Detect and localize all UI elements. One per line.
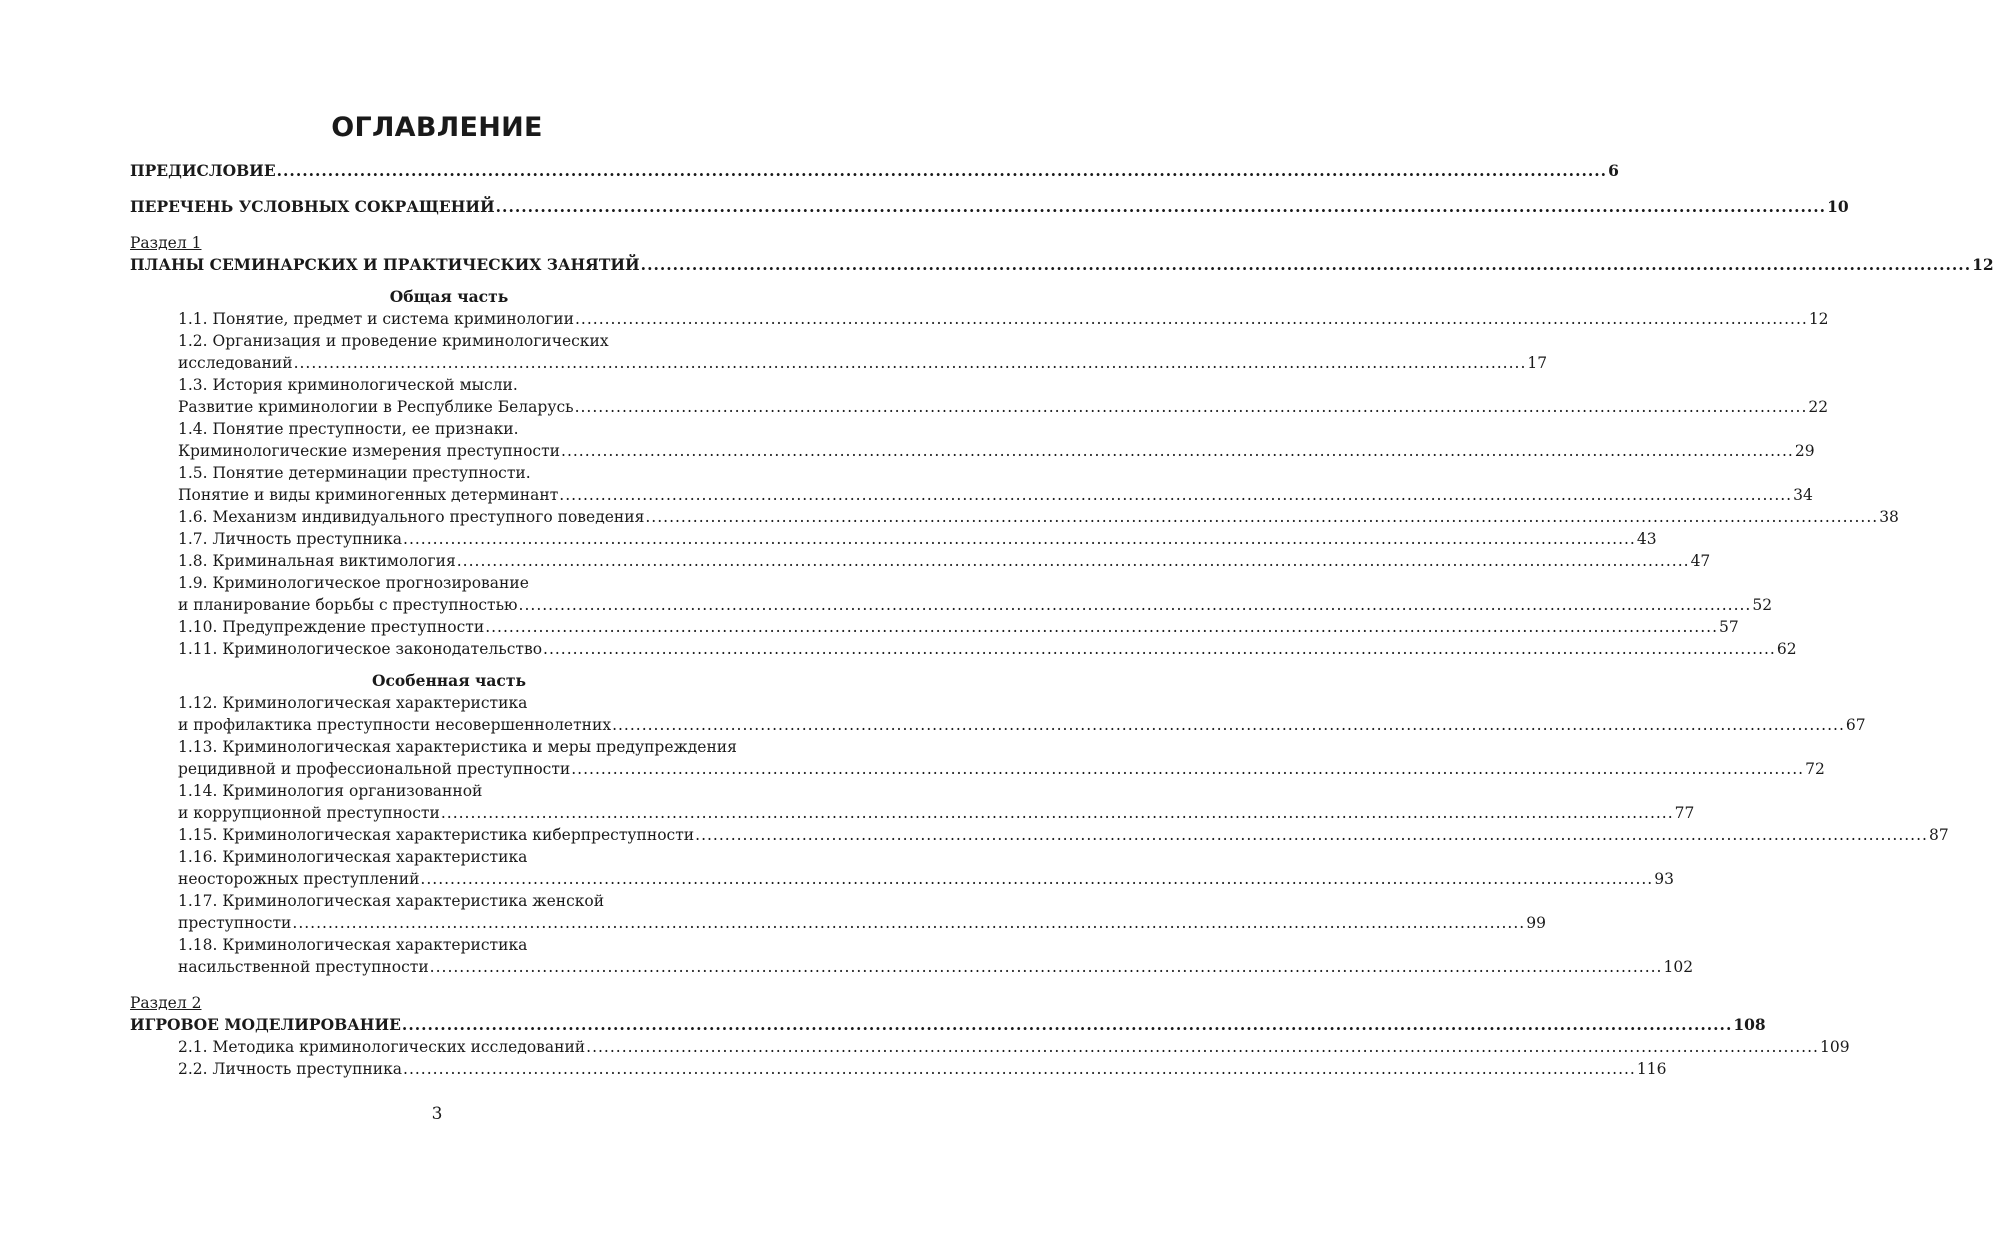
toc-entry[interactable] <box>130 330 1548 374</box>
toc-entry-page: 17 <box>1527 354 1548 372</box>
toc-entry-page: 29 <box>1794 442 1815 460</box>
toc-entry-row <box>130 802 1695 824</box>
toc-entry-page: 67 <box>1845 716 1866 734</box>
dot-leader <box>277 160 1607 182</box>
dot-leader <box>402 1014 1732 1036</box>
toc-entry-row <box>130 1058 1667 1080</box>
toc-entry-row <box>130 758 1825 780</box>
toc-entry[interactable] <box>130 934 1694 978</box>
section2-entries <box>130 1036 1850 1080</box>
toc-entry-page: 93 <box>1654 870 1674 888</box>
toc-entry-title: Криминологические измерения преступности <box>178 442 561 460</box>
toc-entry-title: 1.6. Механизм индивидуального преступного поведения <box>178 508 645 526</box>
toc-entry-title: 1.8. Криминальная виктимология <box>178 552 456 570</box>
section2-title: ИГРОВОЕ МОДЕЛИРОВАНИЕ <box>130 1015 401 1034</box>
dot-leader <box>575 308 1808 330</box>
dot-leader <box>575 396 1808 418</box>
toc-entry-row <box>130 638 1797 660</box>
toc-entry-row <box>130 308 1829 330</box>
toc-entry[interactable] <box>130 550 1711 572</box>
toc-entry[interactable] <box>130 1036 1850 1058</box>
toc-entry-page: 34 <box>1793 486 1813 504</box>
toc-entry-title: 1.10. Предупреждение преступности <box>178 618 485 636</box>
toc-entry-line: 1.13. Криминологическая характеристика и меры предупреждения <box>178 738 737 756</box>
toc-entry[interactable] <box>130 692 1866 736</box>
dot-leader <box>571 758 1804 780</box>
toc-entry-page: 38 <box>1879 508 1899 526</box>
toc-entry-row <box>130 1036 1850 1058</box>
toc-entry-title: и планирование борьбы с преступностью <box>178 596 518 614</box>
special-part-heading: Особенная часть <box>371 671 526 690</box>
toc-entry-title: насильственной преступности <box>178 958 429 976</box>
toc-entry[interactable] <box>130 506 1899 528</box>
toc-entry-row <box>130 714 1866 736</box>
toc-entry[interactable] <box>130 374 1829 418</box>
front-matter <box>130 160 1849 218</box>
toc-entry[interactable] <box>130 638 1797 660</box>
toc-entry-title: 2.1. Методика криминологических исследований <box>178 1038 586 1056</box>
toc-entry-page: 12 <box>1808 310 1829 328</box>
dot-leader <box>292 912 1525 934</box>
dot-leader <box>430 956 1663 978</box>
toc-entry-line: 1.16. Криминологическая характеристика <box>178 848 528 866</box>
toc-entry-row <box>130 506 1899 528</box>
special-part-entries <box>130 692 1949 978</box>
toc-entry-row <box>130 396 1829 418</box>
toc-entry[interactable] <box>130 418 1815 462</box>
toc-entry-page: 22 <box>1808 398 1829 416</box>
toc-entry-page: 47 <box>1690 552 1711 570</box>
toc-entry-title: 1.11. Криминологическое законодательство <box>178 640 543 658</box>
toc-entry-page: 99 <box>1526 914 1546 932</box>
dot-leader <box>695 824 1928 846</box>
toc-entry-title: 1.7. Личность преступника <box>178 530 403 548</box>
toc-entry-line: 1.17. Криминологическая характеристика женской <box>178 892 605 910</box>
toc-entry-page: 43 <box>1636 530 1657 548</box>
front-entry-page: 10 <box>1827 197 1849 216</box>
toc-entry-row <box>130 528 1657 550</box>
toc-entry[interactable] <box>130 736 1825 780</box>
toc-entry[interactable] <box>130 308 1829 330</box>
front-entry-title: ПЕРЕЧЕНЬ УСЛОВНЫХ СОКРАЩЕНИЙ <box>130 197 495 216</box>
front-entry-page: 6 <box>1608 161 1619 180</box>
toc-entry-row <box>130 956 1694 978</box>
toc-entry-row <box>130 868 1674 890</box>
section2-title-row[interactable] <box>130 1014 1766 1036</box>
toc-entry-page: 57 <box>1719 618 1739 636</box>
dot-leader <box>457 550 1690 572</box>
toc-entry-line: 1.14. Криминология организованной <box>178 782 483 800</box>
toc-entry-line: 1.5. Понятие детерминации преступности. <box>178 464 531 482</box>
dot-leader <box>612 714 1845 736</box>
general-part-heading: Общая часть <box>389 287 509 306</box>
section1-page: 12 <box>1972 255 1994 274</box>
dot-leader <box>294 352 1527 374</box>
dot-leader <box>519 594 1752 616</box>
dot-leader <box>543 638 1776 660</box>
toc-entry-title: и профилактика преступности несовершеннолетних <box>178 716 612 734</box>
toc-entry-row <box>130 440 1815 462</box>
toc-entry-page: 77 <box>1674 804 1695 822</box>
section2-label: Раздел 2 <box>130 994 202 1012</box>
toc-entry-title: неосторожных преступлений <box>178 870 420 888</box>
toc-entry-title: Развитие криминологии в Республике Беларусь <box>178 398 574 416</box>
dot-leader <box>485 616 1718 638</box>
front-entry[interactable] <box>130 160 1619 182</box>
toc-entry-page: 109 <box>1819 1038 1850 1056</box>
front-entry-title: ПРЕДИСЛОВИЕ <box>130 161 276 180</box>
toc-entry[interactable] <box>130 616 1739 638</box>
dot-leader <box>441 802 1674 824</box>
general-part-entries <box>130 308 1899 660</box>
toc-entry-row <box>130 594 1773 616</box>
toc-entry-line: 1.3. История криминологической мысли. <box>178 376 518 394</box>
front-entry[interactable] <box>130 196 1849 218</box>
page-number: 3 <box>431 1104 443 1124</box>
dot-leader <box>496 196 1826 218</box>
toc-entry-row <box>130 824 1949 846</box>
toc-entry-row <box>130 484 1813 506</box>
section1-label: Раздел 1 <box>130 234 202 252</box>
toc-entry[interactable] <box>130 1058 1667 1080</box>
dot-leader <box>645 506 1878 528</box>
section2-page: 108 <box>1733 1015 1766 1034</box>
dot-leader <box>420 868 1653 890</box>
toc-entry-line: 1.12. Криминологическая характеристика <box>178 694 528 712</box>
dot-leader <box>403 528 1636 550</box>
dot-leader <box>559 484 1792 506</box>
toc-entry-page: 87 <box>1928 826 1949 844</box>
dot-leader <box>403 1058 1636 1080</box>
toc-entry-page: 62 <box>1776 640 1797 658</box>
table-of-contents <box>130 160 1994 1080</box>
dot-leader <box>561 440 1794 462</box>
toc-entry-title: исследований <box>178 354 293 372</box>
page-title: ОГЛАВЛЕНИЕ <box>331 112 543 143</box>
toc-entry[interactable] <box>130 846 1674 890</box>
section1-title-row[interactable] <box>130 254 1994 276</box>
toc-entry[interactable] <box>130 824 1949 846</box>
toc-entry[interactable] <box>130 780 1695 824</box>
dot-leader <box>586 1036 1819 1058</box>
section1-title: ПЛАНЫ СЕМИНАРСКИХ И ПРАКТИЧЕСКИХ ЗАНЯТИЙ <box>130 255 640 274</box>
toc-entry-title: Понятие и виды криминогенных детерминант <box>178 486 559 504</box>
toc-entry-page: 52 <box>1752 596 1773 614</box>
toc-entry-page: 116 <box>1636 1060 1667 1078</box>
toc-entry-line: 1.4. Понятие преступности, ее признаки. <box>178 420 519 438</box>
toc-entry-row <box>130 912 1546 934</box>
toc-entry-line: 1.2. Организация и проведение криминологических <box>178 332 609 350</box>
dot-leader <box>641 254 1971 276</box>
toc-entry-row <box>130 550 1711 572</box>
toc-entry-page: 102 <box>1663 958 1694 976</box>
toc-entry-row <box>130 352 1548 374</box>
toc-entry-title: 1.1. Понятие, предмет и система криминологии <box>178 310 574 328</box>
toc-entry-title: 1.15. Криминологическая характеристика киберпреступности <box>178 826 695 844</box>
toc-entry-title: рецидивной и профессиональной преступности <box>178 760 571 778</box>
toc-entry-line: 1.9. Криминологическое прогнозирование <box>178 574 529 592</box>
toc-entry[interactable] <box>130 572 1773 616</box>
toc-entry-title: преступности <box>178 914 292 932</box>
toc-entry-title: 2.2. Личность преступника <box>178 1060 403 1078</box>
toc-entry[interactable] <box>130 462 1813 506</box>
toc-entry-row <box>130 616 1739 638</box>
toc-entry[interactable] <box>130 890 1546 934</box>
toc-entry-line: 1.18. Криминологическая характеристика <box>178 936 528 954</box>
toc-entry-title: и коррупционной преступности <box>178 804 440 822</box>
toc-entry-page: 72 <box>1805 760 1825 778</box>
toc-entry[interactable] <box>130 528 1657 550</box>
